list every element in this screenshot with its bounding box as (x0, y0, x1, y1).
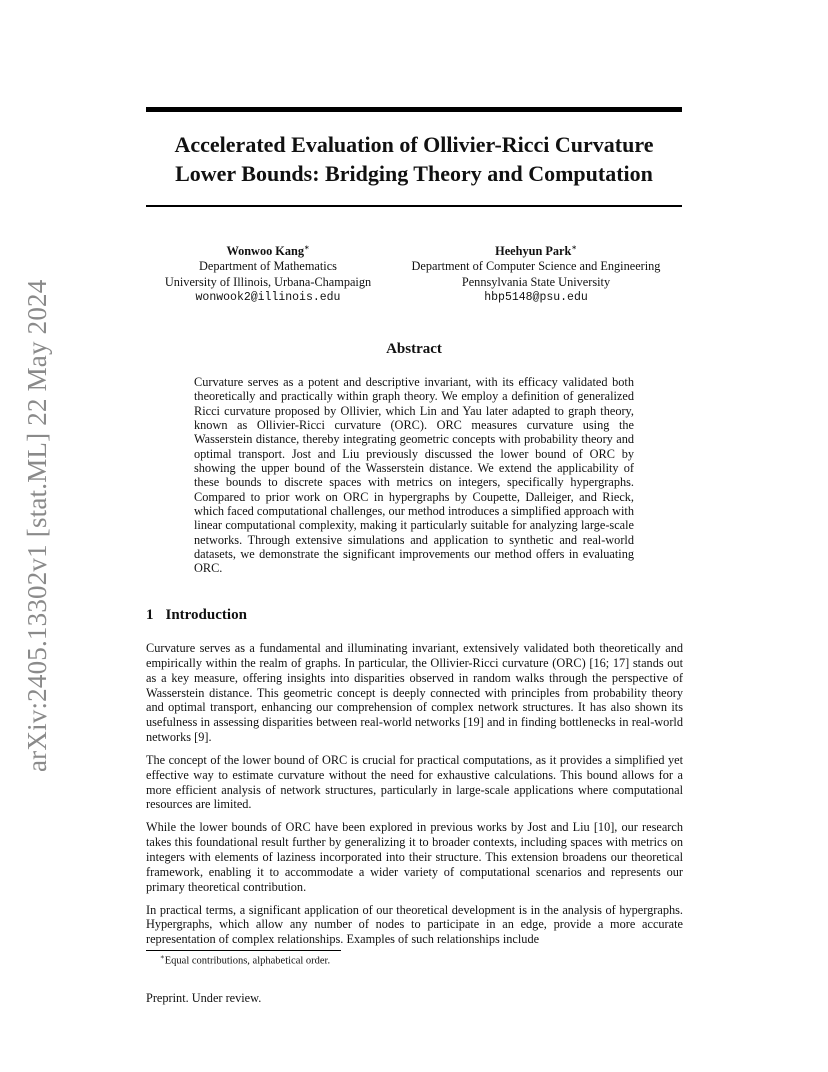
paper-title-line-2: Lower Bounds: Bridging Theory and Computation (175, 161, 653, 186)
author-block-1 (150, 244, 386, 305)
paper-title (146, 130, 682, 188)
intro-paragraph-3: While the lower bounds of ORC have been explored in previous works by Jost and Liu [10], our research takes this foundational result further by generalizing it to broader contexts, including spaces with metrics on integers with elements of laziness incorporated into their structure. This extension broadens our theoretical framework, enabling it to accommodate a wider variety of computational scenarios and represents our primary theoretical contribution. (146, 820, 683, 894)
author-email: hbp5148@psu.edu (484, 290, 588, 304)
author-name (150, 244, 386, 259)
intro-paragraph-1: Curvature serves as a fundamental and illuminating invariant, extensively validated both theoretically and empirically within the realm of graphs. In particular, the Ollivier-Ricci curvature (ORC) [16; 17] stands out as a key measure, offering insights into disparities observed in random walks through the perspective of Wasserstein distance. This geometric concept is deeply connected with principles from probability theory and optimal transport, enhancing our comprehension of complex network structures. It has also shown its usefulness in assessing disparities between real-world networks [19] and in finding bottlenecks in real-world networks [9]. (146, 641, 683, 745)
title-bottom-rule (146, 205, 682, 207)
author-department: Department of Mathematics (199, 259, 337, 274)
footnote-text: Equal contributions, alphabetical order. (164, 955, 331, 967)
introduction-body (146, 641, 683, 955)
author-institution: University of Illinois, Urbana-Champaign (164, 274, 372, 289)
intro-paragraph-2: The concept of the lower bound of ORC is crucial for practical computations, as it provides a simplified yet effective way to estimate curvature without the need for exhaustive calculations. This bound allows for a more efficient analysis of network structures, particularly in large-scale applications where computational resources are limited. (146, 752, 683, 812)
abstract-text: Curvature serves as a potent and descriptive invariant, with its efficacy validated both theoretically and practically within graph theory. We employ a definition of generalized Ricci curvature proposed by Ollivier, which Lin and Yau later adapted to graph theory, known as Ollivier-Ricci curvature (ORC). ORC measures curvature using the Wasserstein distance, thereby integrating geometric concepts with probability theory and optimal transport. Jost and Liu previously discussed the lower bound of ORC by showing the upper bound of the Wasserstein distance. We extend the applicability of these bounds to discrete spaces with metrics on integers, specifically hypergraphs. Compared to prior work on ORC in hypergraphs by Coupette, Dalleiger, and Rieck, which faced computational challenges, our method introduces a simplified approach with linear computational complexity, making it particularly suitable for analyzing large-scale networks. Through extensive simulations and application to synthetic and real-world datasets, we demonstrate the significant improvements our method offers in evaluating ORC. (194, 375, 634, 576)
footnote (160, 953, 330, 967)
paper-title-line-1: Accelerated Evaluation of Ollivier-Ricci Curvature (174, 132, 654, 157)
section-title: Introduction (165, 607, 247, 623)
abstract-heading: Abstract (386, 341, 442, 357)
author-name (392, 244, 680, 259)
intro-paragraph-4: In practical terms, a significant application of our theoretical development is in the analysis of hypergraphs. Hypergraphs, which allow any number of nodes to participate in an edge, provide a more accurate representation of complex relationships. Examples of such relationships include (146, 902, 683, 947)
section-number: 1 (146, 607, 154, 623)
equal-contribution-mark: ∗ (571, 242, 577, 252)
author-block-2 (392, 244, 680, 305)
footnote-rule (146, 950, 341, 951)
author-institution: Pennsylvania State University (461, 274, 611, 289)
section-heading (146, 607, 247, 624)
preprint-note: Preprint. Under review. (146, 991, 262, 1005)
author-name-text: Wonwoo Kang (226, 244, 305, 258)
equal-contribution-mark: ∗ (304, 242, 310, 252)
author-name-text: Heehyun Park (495, 244, 572, 258)
arxiv-identifier-stamp: arXiv:2405.13302v1 [stat.ML] 22 May 2024 (22, 279, 52, 772)
author-department: Department of Computer Science and Engineering (411, 259, 661, 274)
title-top-rule (146, 107, 682, 112)
author-email: wonwook2@illinois.edu (195, 290, 341, 304)
footnote-mark: ∗ (160, 953, 165, 961)
